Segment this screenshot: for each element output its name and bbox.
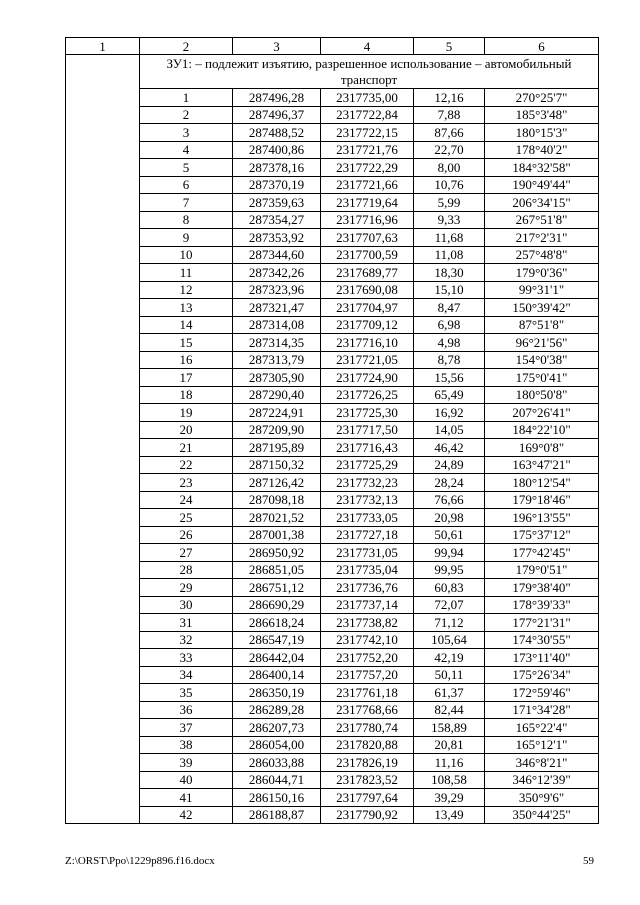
x-coordinate-cell: 287150,32 bbox=[233, 456, 321, 474]
y-coordinate-cell: 2317722,84 bbox=[321, 106, 414, 124]
y-coordinate-cell: 2317719,64 bbox=[321, 194, 414, 212]
y-coordinate-cell: 2317690,08 bbox=[321, 281, 414, 299]
bearing-cell: 174°30'55" bbox=[485, 631, 599, 649]
y-coordinate-cell: 2317721,76 bbox=[321, 141, 414, 159]
table-row bbox=[66, 246, 599, 264]
point-number-cell: 39 bbox=[140, 754, 233, 772]
table-row bbox=[66, 211, 599, 229]
bearing-cell: 165°12'1" bbox=[485, 736, 599, 754]
table-row bbox=[66, 264, 599, 282]
bearing-cell: 350°9'6" bbox=[485, 789, 599, 807]
y-coordinate-cell: 2317726,25 bbox=[321, 386, 414, 404]
table-row bbox=[66, 106, 599, 124]
table-row bbox=[66, 351, 599, 369]
point-number-cell: 12 bbox=[140, 281, 233, 299]
table-row bbox=[66, 89, 599, 107]
column-header: 4 bbox=[321, 38, 414, 55]
coordinates-table-body bbox=[66, 38, 599, 824]
point-number-cell: 22 bbox=[140, 456, 233, 474]
distance-cell: 11,68 bbox=[414, 229, 485, 247]
point-number-cell: 10 bbox=[140, 246, 233, 264]
distance-cell: 60,83 bbox=[414, 579, 485, 597]
y-coordinate-cell: 2317732,23 bbox=[321, 474, 414, 492]
y-coordinate-cell: 2317722,15 bbox=[321, 124, 414, 142]
point-number-cell: 35 bbox=[140, 684, 233, 702]
x-coordinate-cell: 287001,38 bbox=[233, 526, 321, 544]
distance-cell: 18,30 bbox=[414, 264, 485, 282]
y-coordinate-cell: 2317780,74 bbox=[321, 719, 414, 737]
bearing-cell: 217°2'31" bbox=[485, 229, 599, 247]
table-row bbox=[66, 334, 599, 352]
table-row bbox=[66, 771, 599, 789]
x-coordinate-cell: 287021,52 bbox=[233, 509, 321, 527]
point-number-cell: 9 bbox=[140, 229, 233, 247]
bearing-cell: 154°0'38" bbox=[485, 351, 599, 369]
distance-cell: 22,70 bbox=[414, 141, 485, 159]
column-header: 1 bbox=[66, 38, 140, 55]
distance-cell: 8,78 bbox=[414, 351, 485, 369]
distance-cell: 10,76 bbox=[414, 176, 485, 194]
x-coordinate-cell: 287195,89 bbox=[233, 439, 321, 457]
distance-cell: 20,98 bbox=[414, 509, 485, 527]
y-coordinate-cell: 2317790,92 bbox=[321, 806, 414, 824]
bearing-cell: 99°31'1" bbox=[485, 281, 599, 299]
point-number-cell: 29 bbox=[140, 579, 233, 597]
bearing-cell: 178°39'33" bbox=[485, 596, 599, 614]
table-row bbox=[66, 386, 599, 404]
y-coordinate-cell: 2317700,59 bbox=[321, 246, 414, 264]
bearing-cell: 169°0'8" bbox=[485, 439, 599, 457]
bearing-cell: 180°12'54" bbox=[485, 474, 599, 492]
y-coordinate-cell: 2317731,05 bbox=[321, 544, 414, 562]
distance-cell: 65,49 bbox=[414, 386, 485, 404]
bearing-cell: 196°13'55" bbox=[485, 509, 599, 527]
x-coordinate-cell: 287496,37 bbox=[233, 106, 321, 124]
point-number-cell: 24 bbox=[140, 491, 233, 509]
distance-cell: 50,61 bbox=[414, 526, 485, 544]
table-row bbox=[66, 631, 599, 649]
point-number-cell: 21 bbox=[140, 439, 233, 457]
distance-cell: 82,44 bbox=[414, 701, 485, 719]
table-row bbox=[66, 124, 599, 142]
distance-cell: 15,10 bbox=[414, 281, 485, 299]
bearing-cell: 87°51'8" bbox=[485, 316, 599, 334]
y-coordinate-cell: 2317820,88 bbox=[321, 736, 414, 754]
point-number-cell: 31 bbox=[140, 614, 233, 632]
table-row bbox=[66, 719, 599, 737]
x-coordinate-cell: 287400,86 bbox=[233, 141, 321, 159]
x-coordinate-cell: 286400,14 bbox=[233, 666, 321, 684]
distance-cell: 39,29 bbox=[414, 789, 485, 807]
point-number-cell: 16 bbox=[140, 351, 233, 369]
bearing-cell: 173°11'40" bbox=[485, 649, 599, 667]
point-number-cell: 18 bbox=[140, 386, 233, 404]
bearing-cell: 179°18'46" bbox=[485, 491, 599, 509]
column-header: 2 bbox=[140, 38, 233, 55]
table-row bbox=[66, 684, 599, 702]
y-coordinate-cell: 2317725,30 bbox=[321, 404, 414, 422]
y-coordinate-cell: 2317768,66 bbox=[321, 701, 414, 719]
y-coordinate-cell: 2317761,18 bbox=[321, 684, 414, 702]
x-coordinate-cell: 286207,73 bbox=[233, 719, 321, 737]
x-coordinate-cell: 287344,60 bbox=[233, 246, 321, 264]
point-number-cell: 42 bbox=[140, 806, 233, 824]
point-number-cell: 34 bbox=[140, 666, 233, 684]
y-coordinate-cell: 2317704,97 bbox=[321, 299, 414, 317]
table-row bbox=[66, 491, 599, 509]
distance-cell: 24,89 bbox=[414, 456, 485, 474]
distance-cell: 87,66 bbox=[414, 124, 485, 142]
bearing-cell: 184°22'10" bbox=[485, 421, 599, 439]
point-number-cell: 25 bbox=[140, 509, 233, 527]
y-coordinate-cell: 2317735,04 bbox=[321, 561, 414, 579]
point-number-cell: 6 bbox=[140, 176, 233, 194]
table-row bbox=[66, 176, 599, 194]
point-number-cell: 32 bbox=[140, 631, 233, 649]
distance-cell: 72,07 bbox=[414, 596, 485, 614]
x-coordinate-cell: 287359,63 bbox=[233, 194, 321, 212]
distance-cell: 46,42 bbox=[414, 439, 485, 457]
x-coordinate-cell: 287370,19 bbox=[233, 176, 321, 194]
bearing-cell: 270°25'7" bbox=[485, 89, 599, 107]
y-coordinate-cell: 2317721,66 bbox=[321, 176, 414, 194]
x-coordinate-cell: 287488,52 bbox=[233, 124, 321, 142]
x-coordinate-cell: 286547,19 bbox=[233, 631, 321, 649]
point-number-cell: 28 bbox=[140, 561, 233, 579]
bearing-cell: 163°47'21" bbox=[485, 456, 599, 474]
distance-cell: 16,92 bbox=[414, 404, 485, 422]
table-row bbox=[66, 404, 599, 422]
distance-cell: 99,94 bbox=[414, 544, 485, 562]
point-number-cell: 4 bbox=[140, 141, 233, 159]
x-coordinate-cell: 287313,79 bbox=[233, 351, 321, 369]
x-coordinate-cell: 287098,18 bbox=[233, 491, 321, 509]
distance-cell: 12,16 bbox=[414, 89, 485, 107]
x-coordinate-cell: 286044,71 bbox=[233, 771, 321, 789]
x-coordinate-cell: 286033,88 bbox=[233, 754, 321, 772]
point-number-cell: 23 bbox=[140, 474, 233, 492]
point-number-cell: 40 bbox=[140, 771, 233, 789]
bearing-cell: 190°49'44" bbox=[485, 176, 599, 194]
point-number-cell: 26 bbox=[140, 526, 233, 544]
x-coordinate-cell: 286442,04 bbox=[233, 649, 321, 667]
column-header: 6 bbox=[485, 38, 599, 55]
x-coordinate-cell: 287496,28 bbox=[233, 89, 321, 107]
point-number-cell: 17 bbox=[140, 369, 233, 387]
point-number-cell: 37 bbox=[140, 719, 233, 737]
y-coordinate-cell: 2317721,05 bbox=[321, 351, 414, 369]
y-coordinate-cell: 2317707,63 bbox=[321, 229, 414, 247]
bearing-cell: 206°34'15" bbox=[485, 194, 599, 212]
bearing-cell: 184°32'58" bbox=[485, 159, 599, 177]
x-coordinate-cell: 286690,29 bbox=[233, 596, 321, 614]
table-row bbox=[66, 229, 599, 247]
x-coordinate-cell: 286851,05 bbox=[233, 561, 321, 579]
table-row bbox=[66, 701, 599, 719]
x-coordinate-cell: 286950,92 bbox=[233, 544, 321, 562]
point-number-cell: 14 bbox=[140, 316, 233, 334]
y-coordinate-cell: 2317738,82 bbox=[321, 614, 414, 632]
x-coordinate-cell: 287321,47 bbox=[233, 299, 321, 317]
x-coordinate-cell: 287323,96 bbox=[233, 281, 321, 299]
bearing-cell: 346°12'39" bbox=[485, 771, 599, 789]
bearing-cell: 175°37'12" bbox=[485, 526, 599, 544]
y-coordinate-cell: 2317797,64 bbox=[321, 789, 414, 807]
table-row bbox=[66, 474, 599, 492]
table-row bbox=[66, 141, 599, 159]
bearing-cell: 180°15'3" bbox=[485, 124, 599, 142]
x-coordinate-cell: 286054,00 bbox=[233, 736, 321, 754]
x-coordinate-cell: 287224,91 bbox=[233, 404, 321, 422]
bearing-cell: 185°3'48" bbox=[485, 106, 599, 124]
y-coordinate-cell: 2317732,13 bbox=[321, 491, 414, 509]
y-coordinate-cell: 2317724,90 bbox=[321, 369, 414, 387]
section-title-row bbox=[66, 55, 599, 89]
bearing-cell: 207°26'41" bbox=[485, 404, 599, 422]
point-number-cell: 27 bbox=[140, 544, 233, 562]
x-coordinate-cell: 286751,12 bbox=[233, 579, 321, 597]
point-number-cell: 15 bbox=[140, 334, 233, 352]
table-row bbox=[66, 159, 599, 177]
point-number-cell: 19 bbox=[140, 404, 233, 422]
distance-cell: 8,00 bbox=[414, 159, 485, 177]
distance-cell: 4,98 bbox=[414, 334, 485, 352]
y-coordinate-cell: 2317736,76 bbox=[321, 579, 414, 597]
bearing-cell: 165°22'4" bbox=[485, 719, 599, 737]
bearing-cell: 179°0'36" bbox=[485, 264, 599, 282]
bearing-cell: 171°34'28" bbox=[485, 701, 599, 719]
x-coordinate-cell: 286289,28 bbox=[233, 701, 321, 719]
bearing-cell: 175°0'41" bbox=[485, 369, 599, 387]
bearing-cell: 179°38'40" bbox=[485, 579, 599, 597]
distance-cell: 105,64 bbox=[414, 631, 485, 649]
table-row bbox=[66, 736, 599, 754]
x-coordinate-cell: 287290,40 bbox=[233, 386, 321, 404]
point-number-cell: 41 bbox=[140, 789, 233, 807]
bearing-cell: 346°8'21" bbox=[485, 754, 599, 772]
y-coordinate-cell: 2317689,77 bbox=[321, 264, 414, 282]
bearing-cell: 257°48'8" bbox=[485, 246, 599, 264]
x-coordinate-cell: 287354,27 bbox=[233, 211, 321, 229]
table-row bbox=[66, 614, 599, 632]
point-number-cell: 7 bbox=[140, 194, 233, 212]
point-number-cell: 33 bbox=[140, 649, 233, 667]
distance-cell: 99,95 bbox=[414, 561, 485, 579]
distance-cell: 50,11 bbox=[414, 666, 485, 684]
distance-cell: 20,81 bbox=[414, 736, 485, 754]
x-coordinate-cell: 287314,35 bbox=[233, 334, 321, 352]
point-number-cell: 38 bbox=[140, 736, 233, 754]
bearing-cell: 96°21'56" bbox=[485, 334, 599, 352]
distance-cell: 5,99 bbox=[414, 194, 485, 212]
table-row bbox=[66, 369, 599, 387]
bearing-cell: 175°26'34" bbox=[485, 666, 599, 684]
table-row bbox=[66, 544, 599, 562]
distance-cell: 71,12 bbox=[414, 614, 485, 632]
table-row bbox=[66, 299, 599, 317]
distance-cell: 15,56 bbox=[414, 369, 485, 387]
point-number-cell: 8 bbox=[140, 211, 233, 229]
x-coordinate-cell: 287378,16 bbox=[233, 159, 321, 177]
y-coordinate-cell: 2317716,10 bbox=[321, 334, 414, 352]
y-coordinate-cell: 2317826,19 bbox=[321, 754, 414, 772]
y-coordinate-cell: 2317752,20 bbox=[321, 649, 414, 667]
y-coordinate-cell: 2317757,20 bbox=[321, 666, 414, 684]
distance-cell: 14,05 bbox=[414, 421, 485, 439]
point-number-cell: 20 bbox=[140, 421, 233, 439]
y-coordinate-cell: 2317727,18 bbox=[321, 526, 414, 544]
y-coordinate-cell: 2317709,12 bbox=[321, 316, 414, 334]
x-coordinate-cell: 286618,24 bbox=[233, 614, 321, 632]
table-row bbox=[66, 316, 599, 334]
point-number-cell: 3 bbox=[140, 124, 233, 142]
x-coordinate-cell: 287126,42 bbox=[233, 474, 321, 492]
bearing-cell: 179°0'51" bbox=[485, 561, 599, 579]
y-coordinate-cell: 2317733,05 bbox=[321, 509, 414, 527]
table-row bbox=[66, 579, 599, 597]
distance-cell: 108,58 bbox=[414, 771, 485, 789]
footer-page-number: 59 bbox=[583, 855, 594, 867]
table-row bbox=[66, 439, 599, 457]
table-row bbox=[66, 561, 599, 579]
distance-cell: 11,16 bbox=[414, 754, 485, 772]
distance-cell: 7,88 bbox=[414, 106, 485, 124]
x-coordinate-cell: 286188,87 bbox=[233, 806, 321, 824]
table-row bbox=[66, 666, 599, 684]
distance-cell: 9,33 bbox=[414, 211, 485, 229]
y-coordinate-cell: 2317742,10 bbox=[321, 631, 414, 649]
bearing-cell: 177°21'31" bbox=[485, 614, 599, 632]
bearing-cell: 350°44'25" bbox=[485, 806, 599, 824]
distance-cell: 42,19 bbox=[414, 649, 485, 667]
y-coordinate-cell: 2317823,52 bbox=[321, 771, 414, 789]
point-number-cell: 5 bbox=[140, 159, 233, 177]
y-coordinate-cell: 2317716,43 bbox=[321, 439, 414, 457]
point-number-cell: 11 bbox=[140, 264, 233, 282]
y-coordinate-cell: 2317722,29 bbox=[321, 159, 414, 177]
column-header: 3 bbox=[233, 38, 321, 55]
distance-cell: 76,66 bbox=[414, 491, 485, 509]
footer-file-path: Z:\ORST\Ppo\1229p896.f16.docx bbox=[65, 855, 215, 867]
distance-cell: 11,08 bbox=[414, 246, 485, 264]
distance-cell: 158,89 bbox=[414, 719, 485, 737]
table-row bbox=[66, 789, 599, 807]
distance-cell: 6,98 bbox=[414, 316, 485, 334]
point-number-cell: 1 bbox=[140, 89, 233, 107]
x-coordinate-cell: 286150,16 bbox=[233, 789, 321, 807]
table-row bbox=[66, 509, 599, 527]
table-row bbox=[66, 596, 599, 614]
x-coordinate-cell: 287209,90 bbox=[233, 421, 321, 439]
point-number-cell: 13 bbox=[140, 299, 233, 317]
y-coordinate-cell: 2317737,14 bbox=[321, 596, 414, 614]
x-coordinate-cell: 287353,92 bbox=[233, 229, 321, 247]
table-row bbox=[66, 526, 599, 544]
distance-cell: 13,49 bbox=[414, 806, 485, 824]
y-coordinate-cell: 2317716,96 bbox=[321, 211, 414, 229]
y-coordinate-cell: 2317735,00 bbox=[321, 89, 414, 107]
coordinates-table bbox=[65, 37, 599, 824]
point-number-cell: 2 bbox=[140, 106, 233, 124]
table-row bbox=[66, 754, 599, 772]
x-coordinate-cell: 287342,26 bbox=[233, 264, 321, 282]
bearing-cell: 177°42'45" bbox=[485, 544, 599, 562]
distance-cell: 61,37 bbox=[414, 684, 485, 702]
table-row bbox=[66, 649, 599, 667]
distance-cell: 8,47 bbox=[414, 299, 485, 317]
bearing-cell: 267°51'8" bbox=[485, 211, 599, 229]
x-coordinate-cell: 286350,19 bbox=[233, 684, 321, 702]
bearing-cell: 150°39'42" bbox=[485, 299, 599, 317]
section-title: ЗУ1: – подлежит изъятию, разрешенное использование – автомобильный транспорт bbox=[140, 55, 599, 89]
table-row bbox=[66, 281, 599, 299]
bearing-cell: 178°40'2" bbox=[485, 141, 599, 159]
y-coordinate-cell: 2317725,29 bbox=[321, 456, 414, 474]
distance-cell: 28,24 bbox=[414, 474, 485, 492]
point-number-cell: 36 bbox=[140, 701, 233, 719]
column-header: 5 bbox=[414, 38, 485, 55]
table-row bbox=[66, 421, 599, 439]
bearing-cell: 172°59'46" bbox=[485, 684, 599, 702]
table-row bbox=[66, 456, 599, 474]
table-row bbox=[66, 194, 599, 212]
table-header-row bbox=[66, 38, 599, 55]
y-coordinate-cell: 2317717,50 bbox=[321, 421, 414, 439]
bearing-cell: 180°50'8" bbox=[485, 386, 599, 404]
empty-merged-cell bbox=[66, 55, 140, 824]
x-coordinate-cell: 287305,90 bbox=[233, 369, 321, 387]
x-coordinate-cell: 287314,08 bbox=[233, 316, 321, 334]
table-row bbox=[66, 806, 599, 824]
point-number-cell: 30 bbox=[140, 596, 233, 614]
